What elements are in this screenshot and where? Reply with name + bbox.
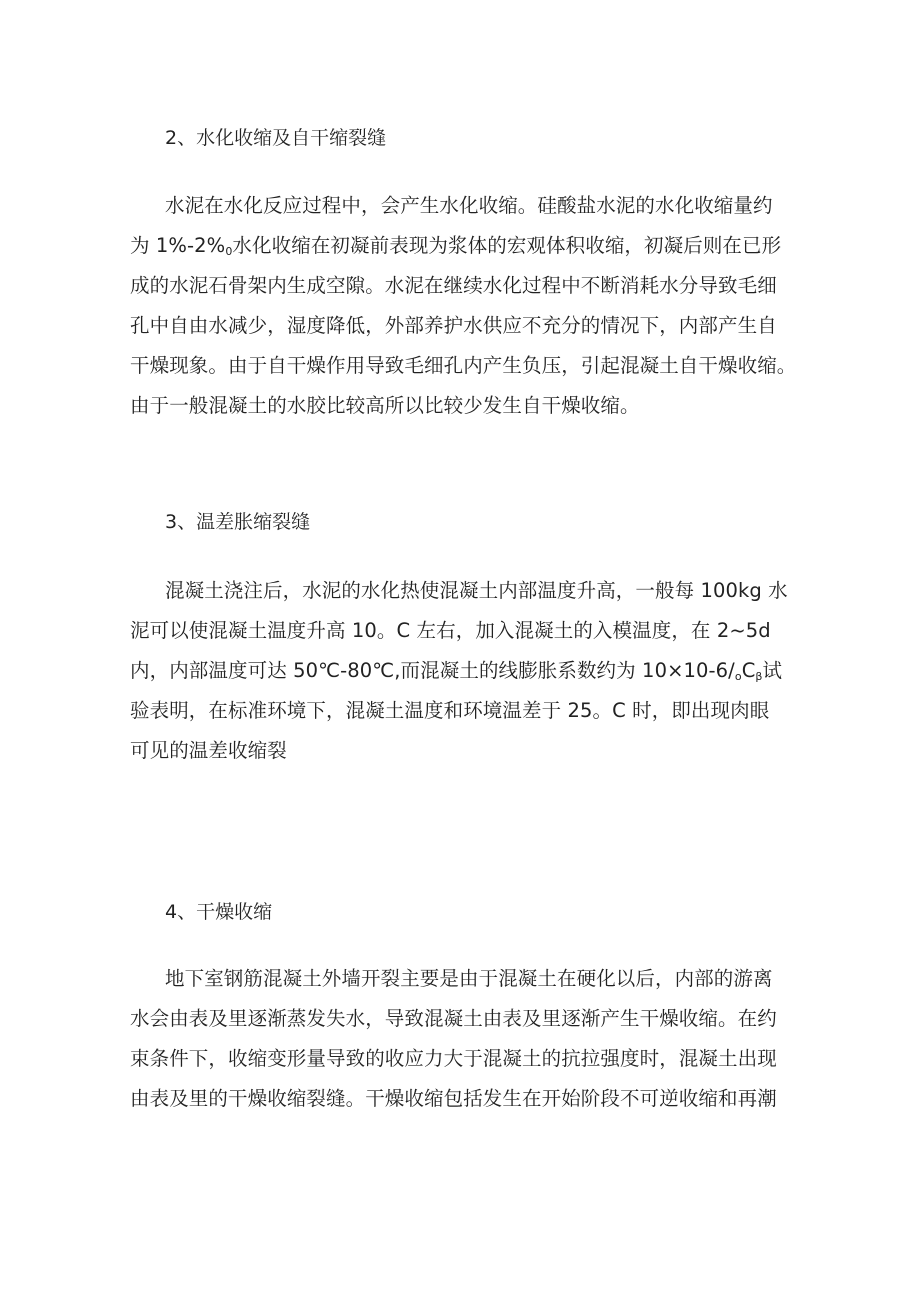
paragraph-line: 水会由表及里逐渐蒸发失水，导致混凝土由表及里逐渐产生干燥收缩。在约 xyxy=(130,1007,777,1030)
paragraph-line xyxy=(130,226,810,266)
paragraph-line: 水泥在水化反应过程中，会产生水化收缩。硅酸盐水泥的水化收缩量约 xyxy=(165,194,773,217)
paragraph-line: 可见的温差收缩裂 xyxy=(130,739,287,762)
paragraph-line xyxy=(130,651,810,691)
section-paragraph-3 xyxy=(130,571,810,771)
section-heading-4: 4、干燥收缩 xyxy=(165,901,273,923)
section-paragraph-4 xyxy=(130,959,810,1119)
text-run: 内，内部温度可达 50℃-80℃,而混凝土的线膨胀系数约为 10×10-6/ xyxy=(130,659,735,682)
section-heading-2: 2、水化收缩及自干缩裂缝 xyxy=(165,127,387,149)
paragraph-line: 成的水泥石骨架内生成空隙。水泥在继续水化过程中不断消耗水分导致毛细 xyxy=(130,274,777,297)
text-run: 试 xyxy=(762,659,783,682)
section-paragraph-2 xyxy=(130,186,810,426)
subscript: 0 xyxy=(225,245,233,258)
paragraph-line: 干燥现象。由于自干燥作用导致毛细孔内产生负压，引起混凝土自干燥收缩。 xyxy=(130,354,797,377)
text-run: 为 1%-2% xyxy=(130,234,226,257)
paragraph-line: 地下室钢筋混凝土外墙开裂主要是由于混凝土在硬化以后，内部的游离 xyxy=(165,967,773,990)
text-run: C xyxy=(741,659,756,682)
paragraph-line: 由表及里的干燥收缩裂缝。干燥收缩包括发生在开始阶段不可逆收缩和再潮 xyxy=(130,1087,777,1110)
paragraph-line: 由于一般混凝土的水胶比较高所以比较少发生自干燥收缩。 xyxy=(130,394,640,417)
paragraph-line: 孔中自由水减少，湿度降低，外部养护水供应不充分的情况下，内部产生自 xyxy=(130,314,777,337)
subscript: β xyxy=(755,670,763,683)
paragraph-line: 束条件下，收缩变形量导致的收应力大于混凝土的抗拉强度时，混凝土出现 xyxy=(130,1047,777,1070)
subscript: o xyxy=(734,670,742,683)
paragraph-line: 泥可以使混凝土温度升高 10。C 左右，加入混凝土的入模温度，在 2~5d xyxy=(130,619,771,642)
section-heading-3: 3、温差胀缩裂缝 xyxy=(165,511,311,533)
paragraph-line: 验表明，在标准环境下，混凝土温度和环境温差于 25。C 时，即出现肉眼 xyxy=(130,699,770,722)
text-run: 水化收缩在初凝前表现为浆体的宏观体积收缩，初凝后则在已形 xyxy=(232,234,782,257)
paragraph-line: 混凝土浇注后，水泥的水化热使混凝土内部温度升高，一般每 100kg 水 xyxy=(165,579,788,602)
